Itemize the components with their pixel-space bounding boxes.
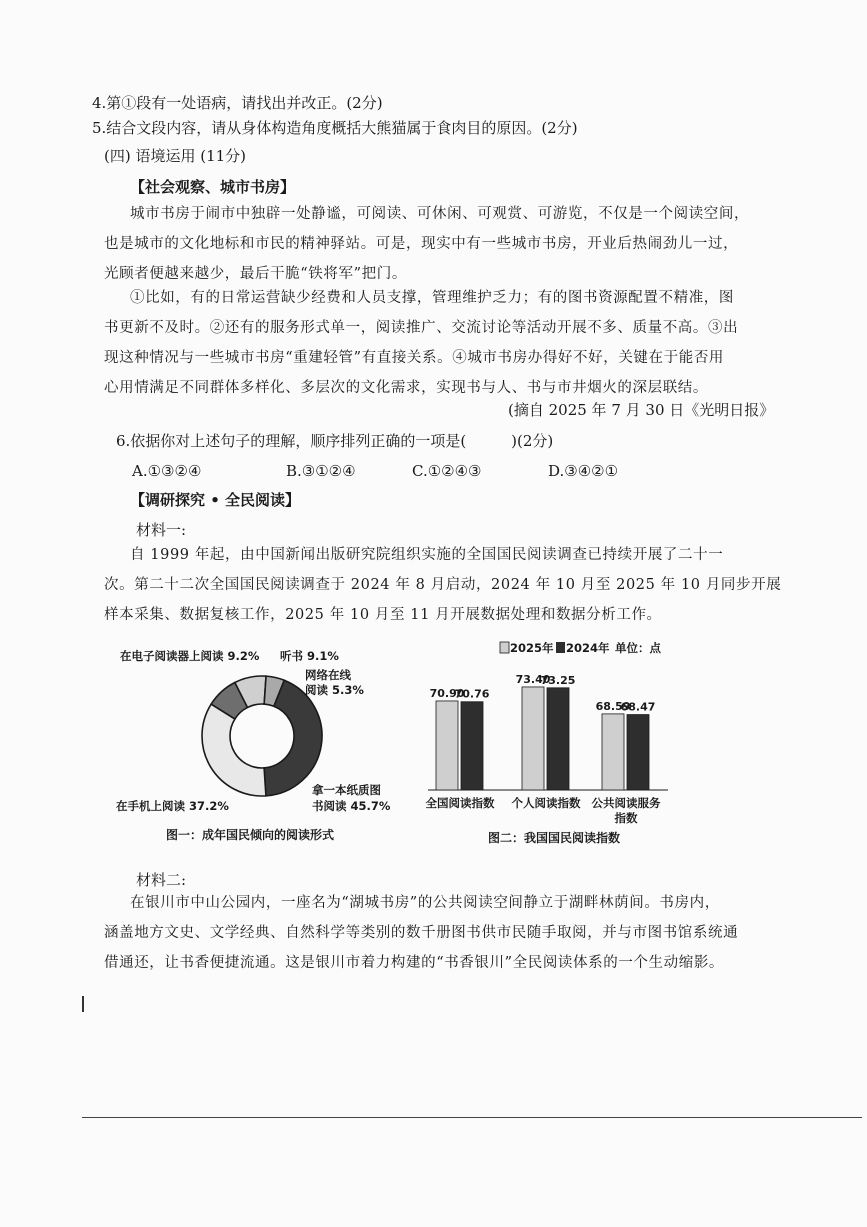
- m1-line: 样本采集、数据复核工作，2025 年 10 月至 11 月开展数据处理和数据分析工作。: [104, 607, 662, 623]
- bar-value-label: 68.59: [595, 699, 631, 713]
- bar-chart-reading-index: [418, 636, 698, 856]
- chart1-title: 图一：成年国民倾向的阅读形式: [166, 828, 335, 842]
- slice-label-paper-value: 书阅读 45.7%: [312, 799, 391, 813]
- p2-line: ①比如，有的日常运营缺少经费和人员支撑，管理维护乏力；有的图书资源配置不精准，图: [130, 290, 734, 306]
- p1-line: 城市书房于闹市中独辟一处静谧，可阅读、可休闲、可观赏、可游览，不仅是一个阅读空间，: [130, 206, 750, 222]
- bar-2-0: [602, 714, 624, 790]
- legend-swatch-2024: [556, 642, 565, 653]
- question-5: 5.结合文段内容，请从身体构造角度概括大熊猫属于食肉目的原因。(2分): [92, 119, 578, 137]
- legend-swatch-2025: [500, 642, 509, 653]
- chart2-title: 图二：我国国民阅读指数: [488, 831, 621, 845]
- legend-2025: 2025年: [510, 641, 554, 655]
- slice-label-online-value: 阅读 5.3%: [305, 683, 364, 697]
- question-6: 6.依据你对上述句子的理解，顺序排列正确的一项是( )(2分): [116, 432, 554, 450]
- bar-1-1: [547, 688, 569, 790]
- option-b: B.③①②④: [286, 462, 356, 480]
- bar-value-label: 68.47: [620, 700, 656, 714]
- part1-paragraph-2: [104, 283, 794, 403]
- part1-heading: 【社会观察、城市书房】: [130, 178, 296, 196]
- slice-label-paper: 拿一本纸质图: [312, 783, 381, 797]
- material2-label: 材料二:: [136, 871, 187, 889]
- m1-line: 次。第二十二次全国国民阅读调查于 2024 年 8 月启动，2024 年 10 月至 2025 年 10 月同步开展: [104, 577, 782, 593]
- slice-label-phone: 在手机上阅读 37.2%: [116, 799, 229, 813]
- pie-chart-reading-forms: [104, 638, 404, 853]
- slice-label-online: 网络在线: [305, 668, 351, 682]
- chart2-unit: 单位：点: [615, 641, 661, 655]
- m2-line: 涵盖地方文史、文学经典、自然科学等类别的数千册图书供市民随手取阅，并与市图书馆系统通: [104, 925, 739, 941]
- bar-value-label: 73.40: [515, 672, 551, 686]
- question-4: 4.第①段有一处语病，请找出并改正。(2分): [92, 94, 383, 112]
- category-tick-label: 公共阅读服务: [591, 796, 661, 810]
- p2-line: 现这种情况与一些城市书房“重建轻管”有直接关系。④城市书房办得好不好，关键在于能否用: [104, 350, 725, 366]
- bar-value-label: 73.25: [540, 673, 576, 687]
- p2-line: 书更新不及时。②还有的服务形式单一，阅读推广、交流讨论等活动开展不多、质量不高。③出: [104, 320, 739, 336]
- part2-heading: 【调研探究 • 全民阅读】: [130, 491, 301, 509]
- m2-line: 在银川市中山公园内，一座名为“湖城书房”的公共阅读空间静立于湖畔林荫间。书房内，: [130, 895, 720, 911]
- margin-mark: [82, 996, 84, 1012]
- p1-line: 光顾者便越来越少，最后干脆“铁将军”把门。: [104, 266, 407, 282]
- pie-slice-4: [202, 704, 266, 796]
- material2-text: [104, 888, 804, 978]
- category-tick-label: 指数: [614, 811, 638, 825]
- slice-label-ebook: 在电子阅读器上阅读 9.2%: [120, 649, 260, 663]
- m2-line: 借通还，让书香便捷流通。这是银川市着力构建的“书香银川”全民阅读体系的一个生动缩影。: [104, 955, 725, 971]
- material1-text: [104, 540, 794, 630]
- bar-value-label: 70.76: [454, 687, 490, 701]
- part1-paragraph-1: [104, 199, 794, 289]
- page-bottom-rule: [82, 1117, 862, 1118]
- slice-label-audiobook: 听书 9.1%: [280, 649, 339, 663]
- p2-line: 心用情满足不同群体多样化、多层次的文化需求，实现书与人、书与市井烟火的深层联结。: [104, 380, 708, 396]
- bar-0-1: [461, 702, 483, 790]
- option-a: A.①③②④: [132, 462, 202, 480]
- source-citation: (摘自 2025 年 7 月 30 日《光明日报》: [508, 401, 775, 419]
- bar-0-0: [436, 701, 458, 790]
- legend-2024: 2024年: [566, 641, 610, 655]
- m1-line: 自 1999 年起，由中国新闻出版研究院组织实施的全国国民阅读调查已持续开展了二十一: [130, 547, 724, 563]
- option-d: D.③④②①: [548, 462, 619, 480]
- material1-label: 材料一:: [136, 521, 187, 539]
- category-tick-label: 全国阅读指数: [425, 796, 495, 810]
- option-c: C.①②④③: [412, 462, 482, 480]
- section-heading-4: (四) 语境运用 (11分): [104, 147, 247, 165]
- p1-line: 也是城市的文化地标和市民的精神驿站。可是，现实中有一些城市书房，开业后热闹劲儿一过，: [104, 236, 739, 252]
- bar-1-0: [522, 687, 544, 790]
- category-tick-label: 个人阅读指数: [511, 796, 581, 810]
- bar-2-1: [627, 715, 649, 790]
- bar-value-label: 70.90: [429, 686, 465, 700]
